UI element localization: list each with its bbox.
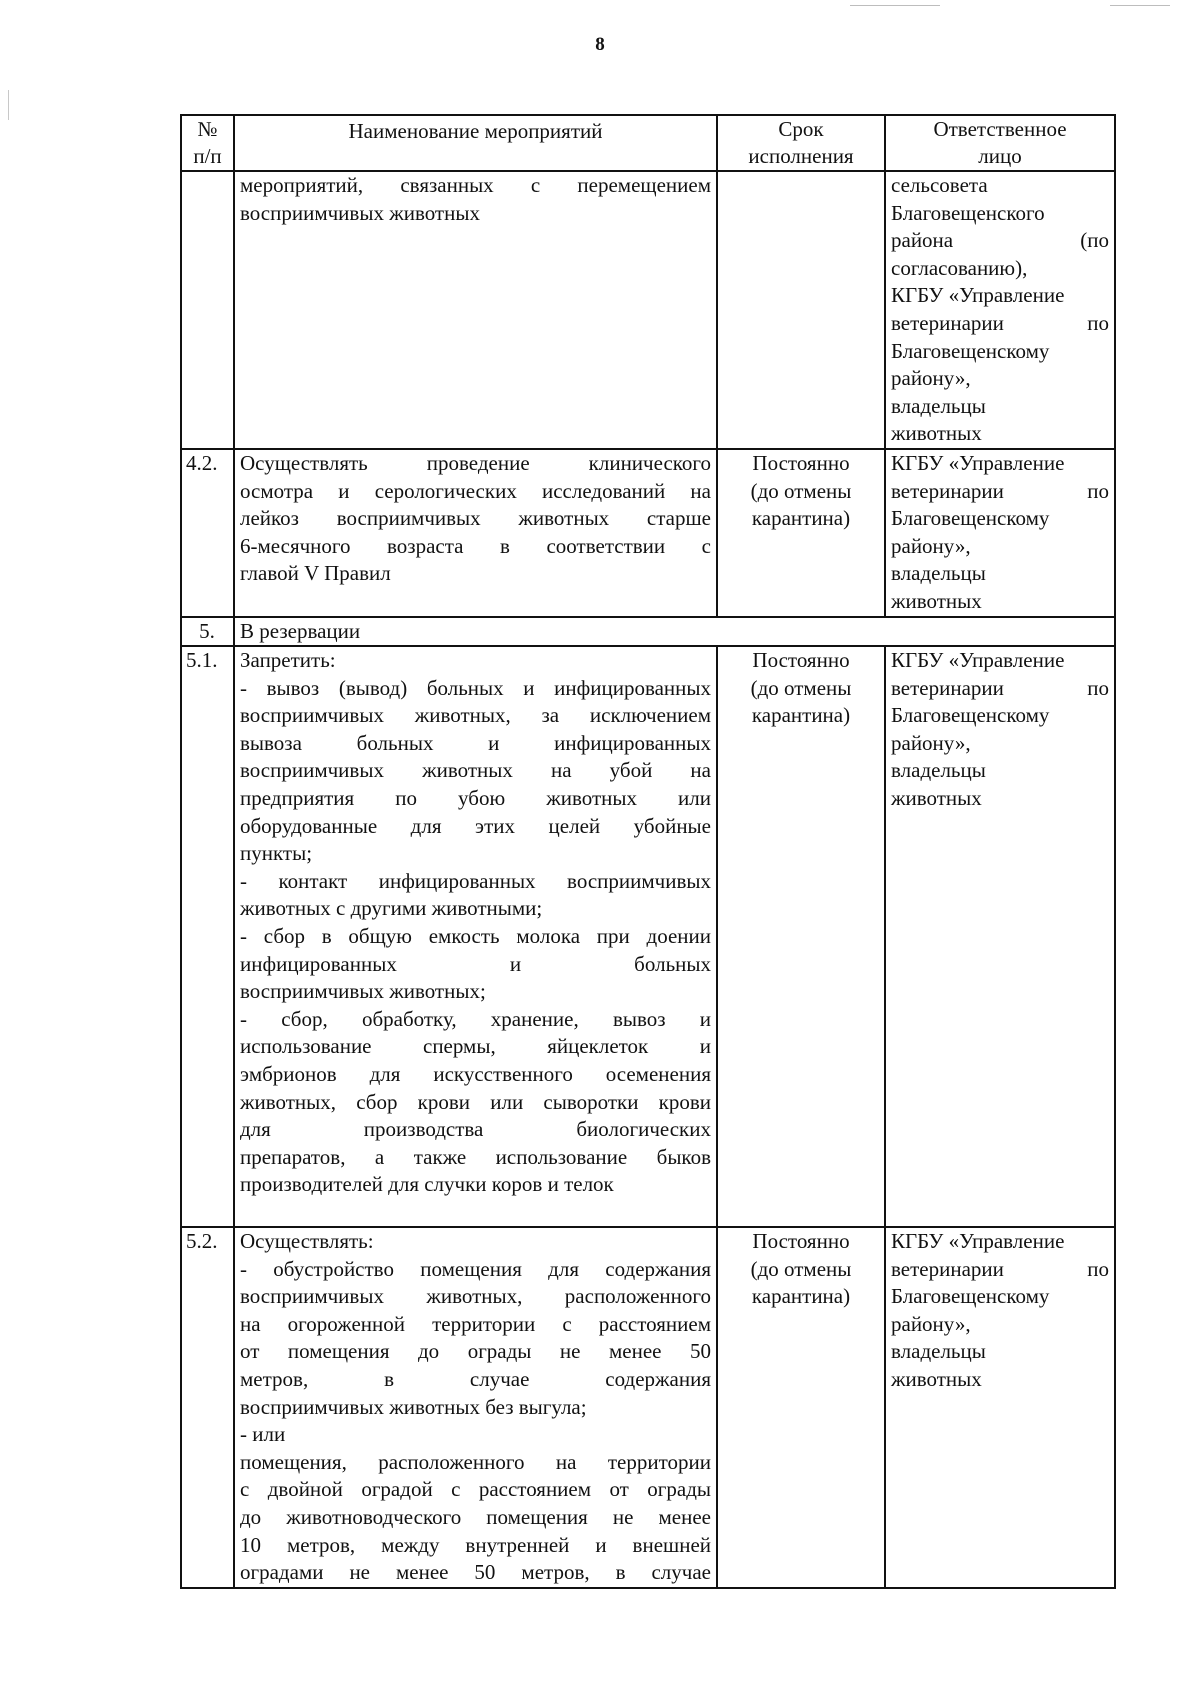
name-line: восприимчивых животных, за исключением (240, 703, 711, 728)
header-num-line: п/п (193, 144, 222, 168)
resp-line: Благовещенского (891, 200, 1045, 225)
name-line: - обустройство помещения для содержания (240, 1256, 711, 1281)
name-line: животных, сбор крови или сыворотки крови (240, 1089, 711, 1114)
name-line: мероприятий, связанных с перемещением (240, 173, 711, 197)
table-row (181, 449, 1115, 617)
name-line: - сбор, обработку, хранение, вывоз и (240, 1006, 711, 1031)
resp-line: владельцы (891, 393, 986, 418)
resp-line: владельцы (891, 561, 986, 586)
row-resp (885, 171, 1115, 449)
name-line: предприятия по убою животных или (240, 786, 711, 811)
row-num: 4.2. (181, 449, 234, 617)
resp-line: животных (891, 1367, 982, 1392)
header-term-line: Срок (778, 117, 824, 141)
name-line: восприимчивых животных; (240, 979, 486, 1004)
scan-artifact-left-edge (8, 90, 9, 120)
resp-line: Благовещенскому (891, 506, 1050, 531)
header-resp (885, 115, 1115, 171)
term-line: (до отмены (750, 1256, 852, 1281)
name-line: - сбор в общую емкость молока при доении (240, 924, 711, 949)
name-line: для производства биологических (240, 1117, 711, 1142)
term-line: Постоянно (752, 450, 850, 475)
name-line: использование спермы, яйцеклеток и (240, 1034, 711, 1059)
row-resp (885, 646, 1115, 1227)
resp-line: Благовещенскому (891, 703, 1050, 728)
resp-line: ветеринарии по (891, 310, 1109, 335)
resp-line: района (по (891, 228, 1109, 253)
name-line: - контакт инфицированных восприимчивых (240, 868, 711, 893)
header-term-line: исполнения (748, 144, 854, 168)
resp-line: Благовещенскому (891, 338, 1050, 363)
scan-artifact-top (850, 5, 940, 6)
resp-line: владельцы (891, 758, 986, 783)
term-line: (до отмены (750, 478, 852, 503)
row-num: 5.2. (181, 1227, 234, 1588)
table-row (181, 646, 1115, 1227)
resp-line: КГБУ «Управление (891, 450, 1065, 475)
name-line: восприимчивых животных, расположенного (240, 1284, 711, 1309)
row-name (234, 171, 717, 449)
resp-line: Благовещенскому (891, 1284, 1050, 1309)
section-title: В резервации (234, 617, 1115, 647)
row-term (717, 171, 885, 449)
name-line: восприимчивых животных без выгула; (240, 1394, 587, 1419)
name-line: эмбрионов для искусственного осеменения (240, 1062, 711, 1086)
header-name-text: Наименование мероприятий (348, 119, 603, 143)
name-line: Запретить: (240, 648, 336, 673)
header-resp-line: лицо (978, 144, 1022, 168)
resp-line: ветеринарии по (891, 478, 1109, 503)
row-num: 5.1. (181, 646, 234, 1227)
measures-table (180, 114, 1116, 1589)
resp-line: согласованию), (891, 255, 1028, 280)
term-line: карантина) (751, 1284, 851, 1309)
name-line: восприимчивых животных на убой на (240, 758, 711, 783)
term-line: (до отмены (750, 675, 852, 700)
name-line: 6-месячного возраста в соответствии с (240, 533, 711, 558)
header-name (234, 115, 717, 171)
resp-line: району», (891, 366, 971, 391)
row-name (234, 1227, 717, 1588)
header-resp-line: Ответственное (933, 117, 1067, 141)
table-header-row (181, 115, 1115, 171)
name-line: - вывоз (вывод) больных и инфицированных (240, 675, 711, 700)
name-line: главой V Правил (240, 561, 391, 586)
name-line: Осуществлять проведение клинического (240, 450, 711, 475)
resp-line: владельцы (891, 1339, 986, 1364)
table-row (181, 1227, 1115, 1588)
row-num: 5. (181, 617, 234, 647)
name-line: лейкоз восприимчивых животных старше (240, 506, 711, 531)
name-line: 10 метров, между внутренней и внешней (240, 1532, 711, 1557)
resp-line: ветеринарии по (891, 675, 1109, 700)
name-line: пункты; (240, 841, 313, 866)
name-line: с двойной оградой с расстоянием от ограды (240, 1477, 711, 1502)
row-term (717, 646, 885, 1227)
name-line: оградами не менее 50 метров, в случае (240, 1560, 711, 1585)
resp-line: животных (891, 588, 982, 613)
row-term (717, 449, 885, 617)
name-line: вывоза больных и инфицированных (240, 730, 711, 755)
row-resp (885, 449, 1115, 617)
term-line: Постоянно (752, 648, 850, 673)
scan-artifact-top-right (1110, 5, 1170, 6)
resp-line: КГБУ «Управление (891, 283, 1065, 308)
term-line: Постоянно (752, 1229, 850, 1254)
name-line: - или (240, 1422, 286, 1447)
table-row (181, 171, 1115, 449)
resp-line: району», (891, 533, 971, 558)
resp-line: животных (891, 786, 982, 811)
name-line: осмотра и серологических исследований на (240, 478, 711, 503)
table-header (181, 115, 1115, 171)
name-line: оборудованные для этих целей убойные (240, 813, 711, 838)
name-line: Осуществлять: (240, 1229, 374, 1254)
term-line: карантина) (751, 506, 851, 531)
resp-line: сельсовета (891, 173, 988, 197)
name-line: от помещения до ограды не менее 50 (240, 1339, 711, 1364)
name-line: восприимчивых животных (240, 200, 480, 225)
row-num (181, 171, 234, 449)
name-line: до животноводческого помещения не менее (240, 1505, 711, 1530)
resp-line: району», (891, 1311, 971, 1336)
name-line: метров, в случае содержания (240, 1367, 711, 1392)
resp-line: ветеринарии по (891, 1256, 1109, 1281)
name-line: помещения, расположенного на территории (240, 1449, 711, 1474)
header-term (717, 115, 885, 171)
name-line: производителей для случки коров и телок (240, 1172, 614, 1197)
table-body (181, 171, 1115, 1588)
header-num-line: № (197, 117, 218, 141)
name-line: на огороженной территории с расстоянием (240, 1311, 711, 1336)
resp-line: животных (891, 421, 982, 446)
row-name (234, 449, 717, 617)
name-line: животных с другими животными; (240, 896, 543, 921)
resp-line: КГБУ «Управление (891, 1229, 1065, 1254)
name-line: инфицированных и больных (240, 951, 711, 976)
row-name (234, 646, 717, 1227)
header-num (181, 115, 234, 171)
resp-line: КГБУ «Управление (891, 648, 1065, 673)
row-resp (885, 1227, 1115, 1588)
row-term (717, 1227, 885, 1588)
table-row-section (181, 617, 1115, 647)
page-number: 8 (595, 34, 605, 55)
name-line: препаратов, а также использование быков (240, 1144, 711, 1169)
term-line: карантина) (751, 703, 851, 728)
resp-line: району», (891, 730, 971, 755)
